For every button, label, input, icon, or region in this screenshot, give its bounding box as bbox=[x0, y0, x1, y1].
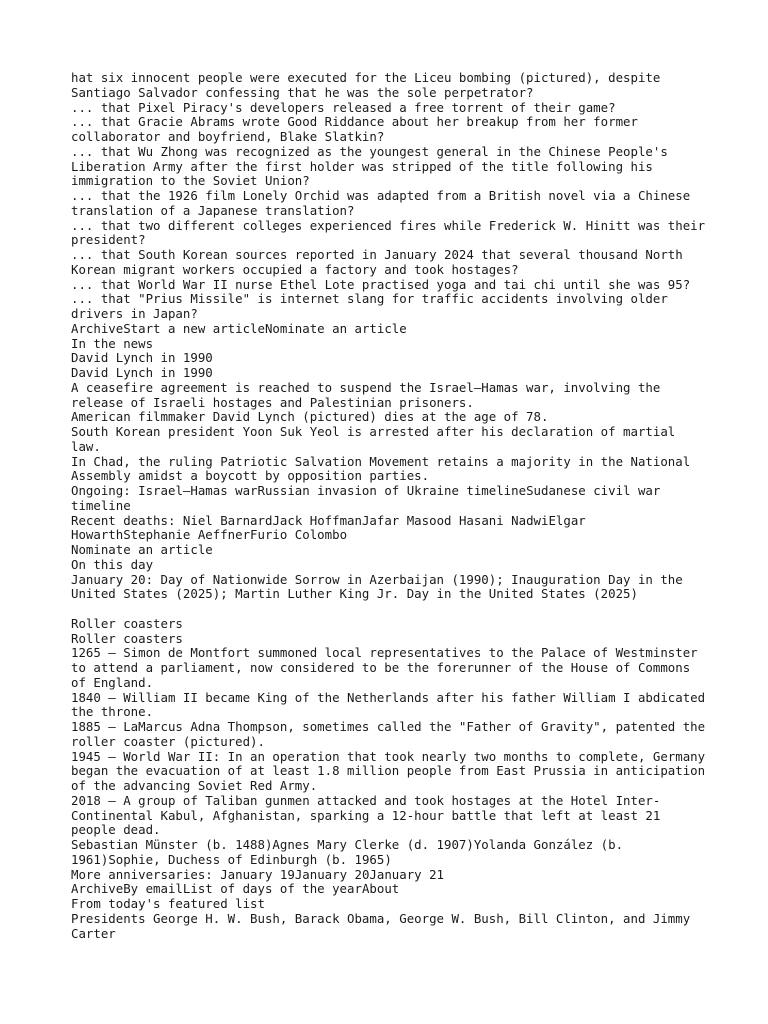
dyk-nominate-link[interactable]: Nominate an article bbox=[264, 320, 407, 336]
itn-nominate-link[interactable]: Nominate an article bbox=[71, 542, 213, 557]
dyk-item: ... that Gracie Abrams wrote Good Riddance about her breakup from her former collaborator and boyfriend, Blake Slatkin? bbox=[71, 114, 638, 144]
itn-recent-deaths-label: Recent deaths: bbox=[71, 512, 183, 528]
itn-item: American filmmaker David Lynch (pictured) dies at the age of 78. bbox=[71, 409, 549, 425]
otd-event: 1945 – World War II: In an operation that took nearly two months to complete, Germany began the evacuation of at least 1.8 million people from East Prussia in anticipation of the advancing Soviet Red Army. bbox=[71, 748, 706, 793]
otd-birth-link[interactable]: Sebastian Münster (b. 1488) bbox=[71, 837, 273, 852]
itn-ongoing-link[interactable]: Russian invasion of Ukraine timeline bbox=[257, 483, 527, 498]
otd-date-line: January 20: Day of Nationwide Sorrow in Azerbaijan (1990); Inauguration Day in the United States (2025); Martin Luther King Jr. Day in the United States (2025) bbox=[71, 571, 683, 602]
otd-more-anniversaries bbox=[71, 868, 711, 883]
itn-recent-death-link[interactable]: Furio Colombo bbox=[250, 527, 348, 543]
otd-heading: On this day bbox=[71, 556, 154, 572]
otd-archive-link[interactable]: Archive bbox=[71, 881, 124, 897]
tfl-heading: From today's featured list bbox=[71, 896, 265, 911]
dyk-item: ... that two different colleges experienced fires while Frederick W. Hinitt was their president? bbox=[71, 217, 706, 248]
itn-item: A ceasefire agreement is reached to suspend the Israel–Hamas war, involving the release of Israeli hostages and Palestinian prisoners. bbox=[71, 379, 661, 410]
dyk-item: ... that World War II nurse Ethel Lote practised yoga and tai chi until she was 95? bbox=[71, 276, 691, 292]
itn-recent-death-link[interactable]: Niel Barnard bbox=[182, 512, 273, 528]
itn-recent-deaths bbox=[71, 514, 711, 544]
tfl-image-caption[interactable]: Presidents George H. W. Bush, Barack Obama, George W. Bush, Bill Clinton, and Jimmy Carter bbox=[71, 910, 691, 941]
itn-ongoing-label: Ongoing: bbox=[71, 483, 139, 498]
itn-recent-death-link[interactable]: Jack Hoffman bbox=[272, 512, 362, 528]
dyk-start-article-link[interactable]: Start a new article bbox=[123, 320, 265, 336]
otd-event: 1885 – LaMarcus Adna Thompson, sometimes called the "Father of Gravity", patented the roller coaster (pictured). bbox=[71, 719, 706, 749]
itn-heading: In the news bbox=[71, 335, 154, 351]
otd-section bbox=[71, 558, 711, 897]
main-page-text bbox=[71, 71, 711, 941]
otd-birth-link[interactable]: Sophie, Duchess of Edinburgh (b. 1965) bbox=[108, 851, 392, 867]
dyk-item: ... that Wu Zhong was recognized as the youngest general in the Chinese People's Liberation Army after the first holder was stripped of the title following his immigration to the Soviet Union? bbox=[71, 143, 668, 189]
otd-more-link[interactable]: January 20 bbox=[294, 866, 370, 882]
otd-days-list-link[interactable]: List of days of the year bbox=[182, 881, 362, 897]
dyk-section bbox=[71, 71, 711, 337]
itn-image-alt[interactable]: David Lynch in 1990 bbox=[71, 350, 213, 366]
itn-recent-death-link[interactable]: Elgar Howarth bbox=[71, 512, 586, 543]
tfl-section bbox=[71, 897, 711, 941]
itn-ongoing-link[interactable]: Sudanese civil war timeline bbox=[71, 483, 661, 513]
itn-image-caption: David Lynch in 1990 bbox=[71, 365, 213, 380]
otd-event: 1265 – Simon de Montfort summoned local representatives to the Palace of Westminster to attend a parliament, now considered to be the forerunner of the House of Commons of England. bbox=[71, 645, 698, 690]
dyk-archive-link[interactable]: Archive bbox=[71, 320, 124, 336]
dyk-item: ... that South Korean sources reported in January 2024 that several thousand North Korean migrant workers occupied a factory and took hostages? bbox=[71, 247, 683, 277]
otd-footer-links bbox=[71, 882, 711, 897]
otd-more-link[interactable]: January 21 bbox=[369, 866, 445, 882]
otd-births bbox=[71, 838, 711, 868]
dyk-item: ... that "Prius Missile" is internet slang for traffic accidents involving older drivers in Japan? bbox=[71, 291, 668, 321]
otd-more-link[interactable]: January 19 bbox=[220, 866, 295, 882]
otd-more-label: More anniversaries: bbox=[71, 866, 221, 882]
otd-about-link[interactable]: About bbox=[361, 881, 400, 897]
itn-ongoing bbox=[71, 484, 711, 514]
itn-item: South Korean president Yoon Suk Yeol is arrested after his declaration of martial law. bbox=[71, 424, 676, 454]
otd-image-alt[interactable]: Roller coasters bbox=[71, 615, 183, 631]
dyk-item: ... that the 1926 film Lonely Orchid was adapted from a British novel via a Chinese translation of a Japanese translation? bbox=[71, 188, 691, 218]
itn-item: In Chad, the ruling Patriotic Salvation Movement retains a majority in the National Assembly amidst a boycott by opposition parties. bbox=[71, 453, 691, 484]
itn-recent-death-link[interactable]: Jafar Masood Hasani Nadwi bbox=[361, 512, 549, 528]
itn-ongoing-link[interactable]: Israel–Hamas war bbox=[138, 483, 258, 498]
dyk-item: ... that Pixel Piracy's developers released a free torrent of their game? bbox=[71, 99, 616, 115]
dyk-links bbox=[71, 322, 711, 337]
dyk-item: hat six innocent people were executed for the Liceu bombing (pictured), despite Santiago Salvador confessing that he was the sole perpetrator? bbox=[71, 70, 661, 100]
otd-image-caption: Roller coasters bbox=[71, 630, 183, 646]
otd-birth-link[interactable]: Yolanda González (b. 1961) bbox=[71, 837, 624, 867]
itn-section bbox=[71, 337, 711, 558]
otd-email-link[interactable]: By email bbox=[123, 881, 183, 897]
otd-birth-link[interactable]: Agnes Mary Clerke (d. 1907) bbox=[272, 837, 474, 852]
otd-event: 2018 – A group of Taliban gunmen attacked and took hostages at the Hotel Inter-Continental Kabul, Afghanistan, sparking a 12-hour battle that left at least 21 people dead. bbox=[71, 792, 661, 838]
otd-event: 1840 – William II became King of the Netherlands after his father William I abdicated the throne. bbox=[71, 689, 706, 720]
itn-recent-death-link[interactable]: Stephanie Aeffner bbox=[123, 527, 251, 543]
otd-spacer bbox=[71, 602, 711, 617]
